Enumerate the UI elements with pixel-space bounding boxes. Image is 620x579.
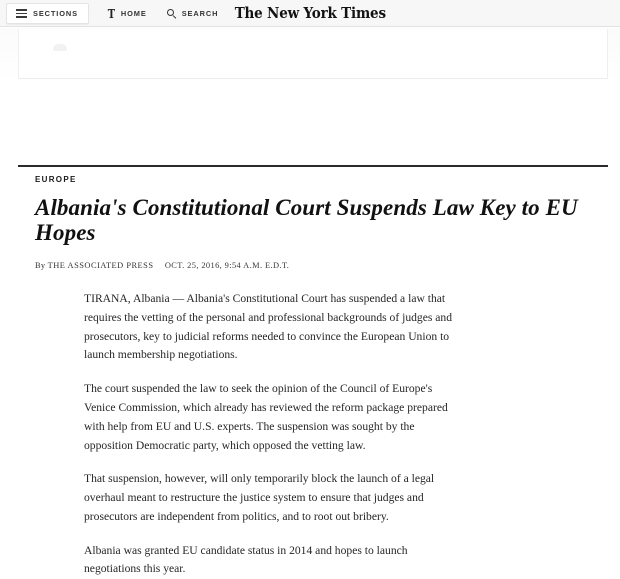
section-kicker[interactable]: EUROPE [35, 174, 77, 184]
byline-prefix: By [35, 261, 46, 271]
sections-button-label: SECTIONS [33, 9, 78, 18]
article-container [18, 80, 608, 579]
byline [35, 261, 608, 270]
home-link[interactable] [105, 0, 149, 27]
home-link-label: HOME [120, 9, 147, 18]
nav-left-group [0, 0, 220, 27]
hamburger-menu-icon [16, 9, 27, 18]
page-title: Albania's Constitutional Court Suspends Law Key to EU Hopes [35, 194, 578, 246]
article-paragraph: The court suspended the law to seek the opinion of the Council of Europe's Venice Commission, which already has reviewed the reform package prepared with help from EU and U.S. experts. The suspension was sought by the opposition Democratic party, which opposed the vetting law. [84, 382, 448, 452]
kicker-divider [18, 165, 608, 167]
sections-button[interactable] [6, 3, 89, 24]
article-paragraph: Albania was granted EU candidate status in 2014 and hopes to launch negotiations this year. [84, 543, 408, 576]
search-icon [167, 9, 177, 19]
byline-author[interactable]: THE ASSOCIATED PRESS [47, 261, 154, 271]
advertisement-placeholder [18, 29, 608, 79]
search-link-label: SEARCH [181, 9, 219, 18]
publish-timestamp: OCT. 25, 2016, 9:54 A.M. E.D.T. [164, 261, 290, 271]
top-navigation-bar [0, 0, 620, 27]
article-body [84, 290, 464, 579]
article-paragraph: That suspension, however, will only temporarily block the launch of a legal overhaul meant to restructure the justice system to ensure that judges and prosecutors are independent from politics, and to root out bribery. [84, 472, 435, 523]
ad-placeholder-mark [53, 44, 67, 51]
search-link[interactable] [165, 0, 221, 27]
article-paragraph: TIRANA, Albania — Albania's Constitutional Court has suspended a law that requires the vetting of the personal and professional backgrounds of judges and prosecutors, key to judicial reforms needed to convince the European Union to launch membership negotiations. [84, 292, 452, 362]
nyt-t-logo-icon: T [107, 6, 116, 21]
masthead-logo-text: The New York Times [234, 5, 386, 22]
